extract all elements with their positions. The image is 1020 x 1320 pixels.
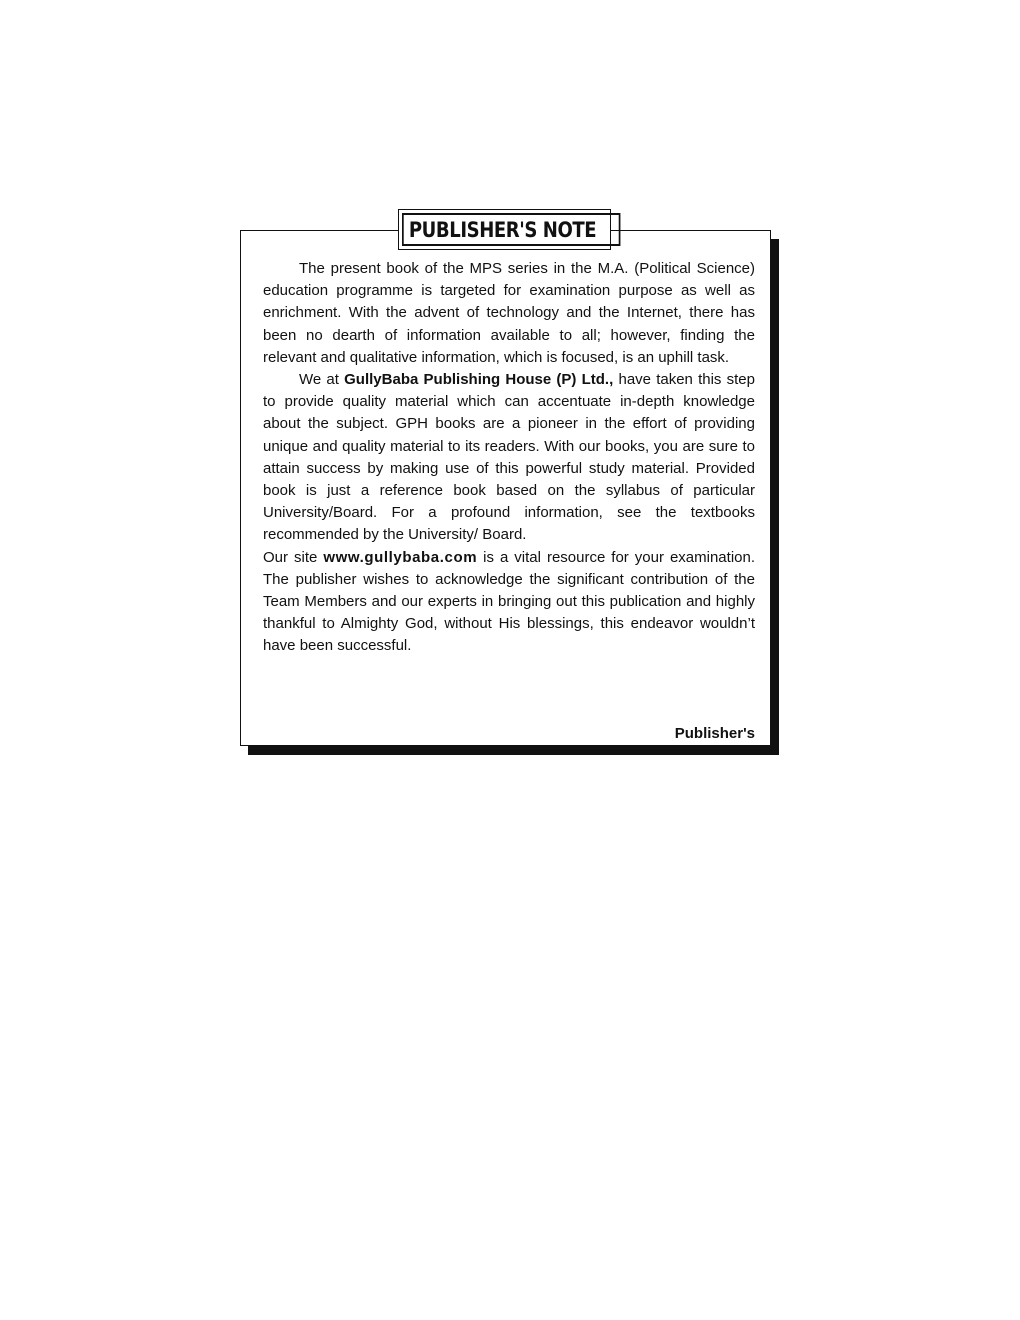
note-paragraph-3: [263, 547, 755, 658]
publisher-website: www.gullybaba.com: [323, 548, 478, 566]
paragraph-3-prefix: Our site: [263, 548, 324, 566]
note-signature: Publisher's: [674, 725, 755, 742]
company-comma: ,: [609, 371, 614, 389]
paragraph-2-prefix: We at: [299, 371, 345, 389]
note-title-frame: [398, 209, 611, 250]
note-title: PUBLISHER'S NOTE: [402, 213, 620, 246]
note-body: [263, 258, 755, 658]
paragraph-2-rest: have taken this step to provide quality material which can accentuate in-depth knowledge about the subject. GPH books are a pioneer in the effort of providing unique and quality material to its readers. With our books, you are sure to attain success by making use of this powerful study material. Provided book is just a reference book based on the syllabus of particular University/Board. For a profound information, see the textbooks recommended by the University/ Board.: [263, 371, 755, 544]
note-paragraph-2: [263, 369, 755, 547]
note-paragraph-1: The present book of the MPS series in the M.A. (Political Science) education programme is targeted for examination purpose as well as enrichment. With the advent of technology and the Internet, there has been no dearth of information available to all; however, finding the relevant and qualitative information, which is focused, is an uphill task.: [263, 260, 755, 366]
publisher-company-name: GullyBaba Publishing House (P) Ltd.: [344, 371, 610, 389]
paragraph-3-rest: is a vital resource for your examination. The publisher wishes to acknowledge the significant contribution of the Team Members and our experts in bringing out this publication and highly thankful to Almighty God, without His blessings, this endeavor wouldn’t have been successful.: [263, 548, 755, 655]
